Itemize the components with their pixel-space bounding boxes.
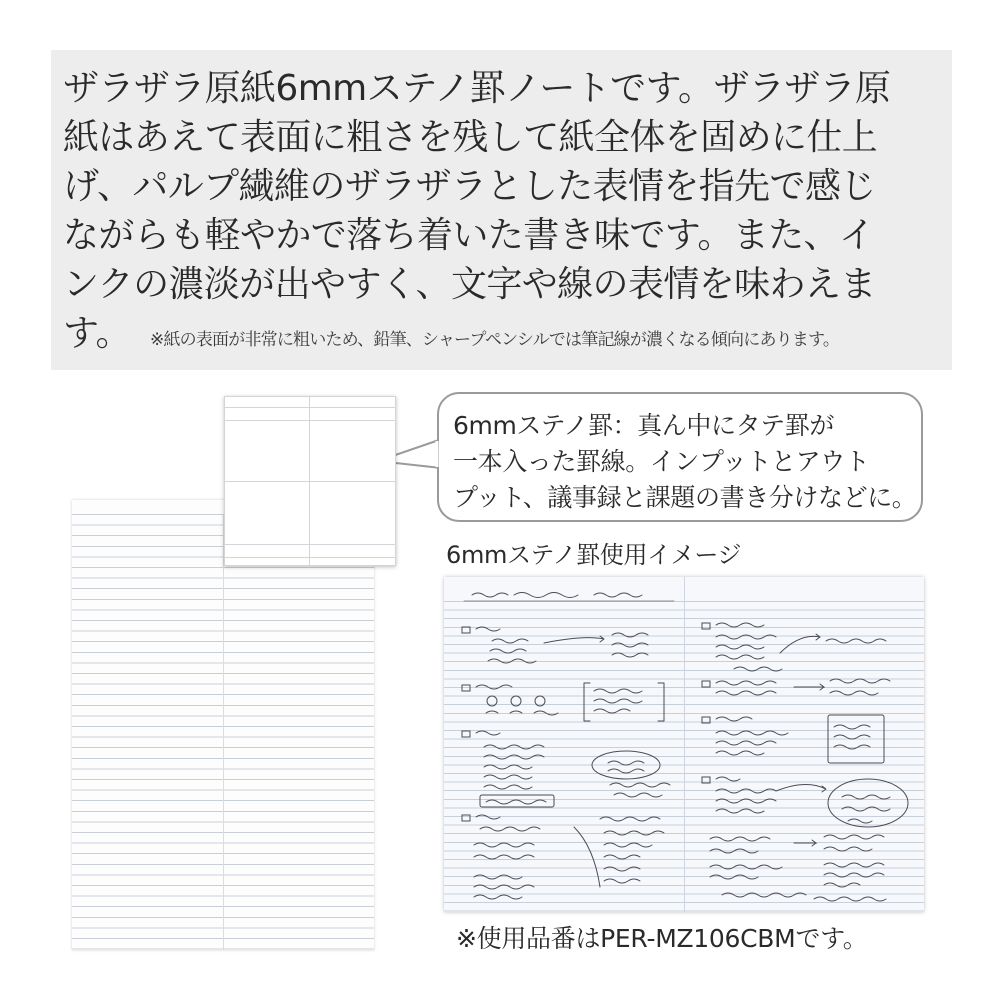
notebook-page-illustration (72, 500, 374, 950)
description-last-row (63, 309, 938, 365)
handwritten-sample-photo (444, 577, 924, 912)
product-code-note: ※使用品番はPER-MZ106CBMです。 (456, 924, 868, 953)
steno-ruling-callout (437, 392, 923, 522)
handwriting-scribbles (444, 577, 924, 912)
usage-image-title: 6mmステノ罫使用イメージ (446, 541, 742, 569)
description-line: ながらも軽やかで落ち着いた書き味です。また、イ (63, 215, 875, 256)
description-line: ンクの濃淡が出やすく、文字や線の表情を味わえま (63, 264, 876, 305)
callout-line: 一本入った罫線。インプットとアウト (453, 447, 870, 476)
description-panel (51, 50, 952, 370)
ruling-zoom-detail (224, 396, 396, 566)
paper-note: ※紙の表面が非常に粗いため、鉛筆、シャープペンシルでは筆記線が濃くなる傾向にあります。 (150, 330, 840, 350)
callout-line: 6mmステノ罫：真ん中にタテ罫が (453, 411, 834, 440)
description-line: げ、パルプ繊維のザラザラとした表情を指先で感じ (63, 166, 876, 207)
callout-line: プット、議事録と課題の書き分けなどに。 (453, 483, 917, 512)
page-center-rule (223, 514, 224, 950)
description-line: 紙はあえて表面に粗さを残して紙全体を固めに仕上 (63, 117, 878, 158)
description-line: ザラザラ原紙6mmステノ罫ノートです。ザラザラ原 (63, 68, 891, 109)
description-last-line: す。 (63, 313, 131, 354)
